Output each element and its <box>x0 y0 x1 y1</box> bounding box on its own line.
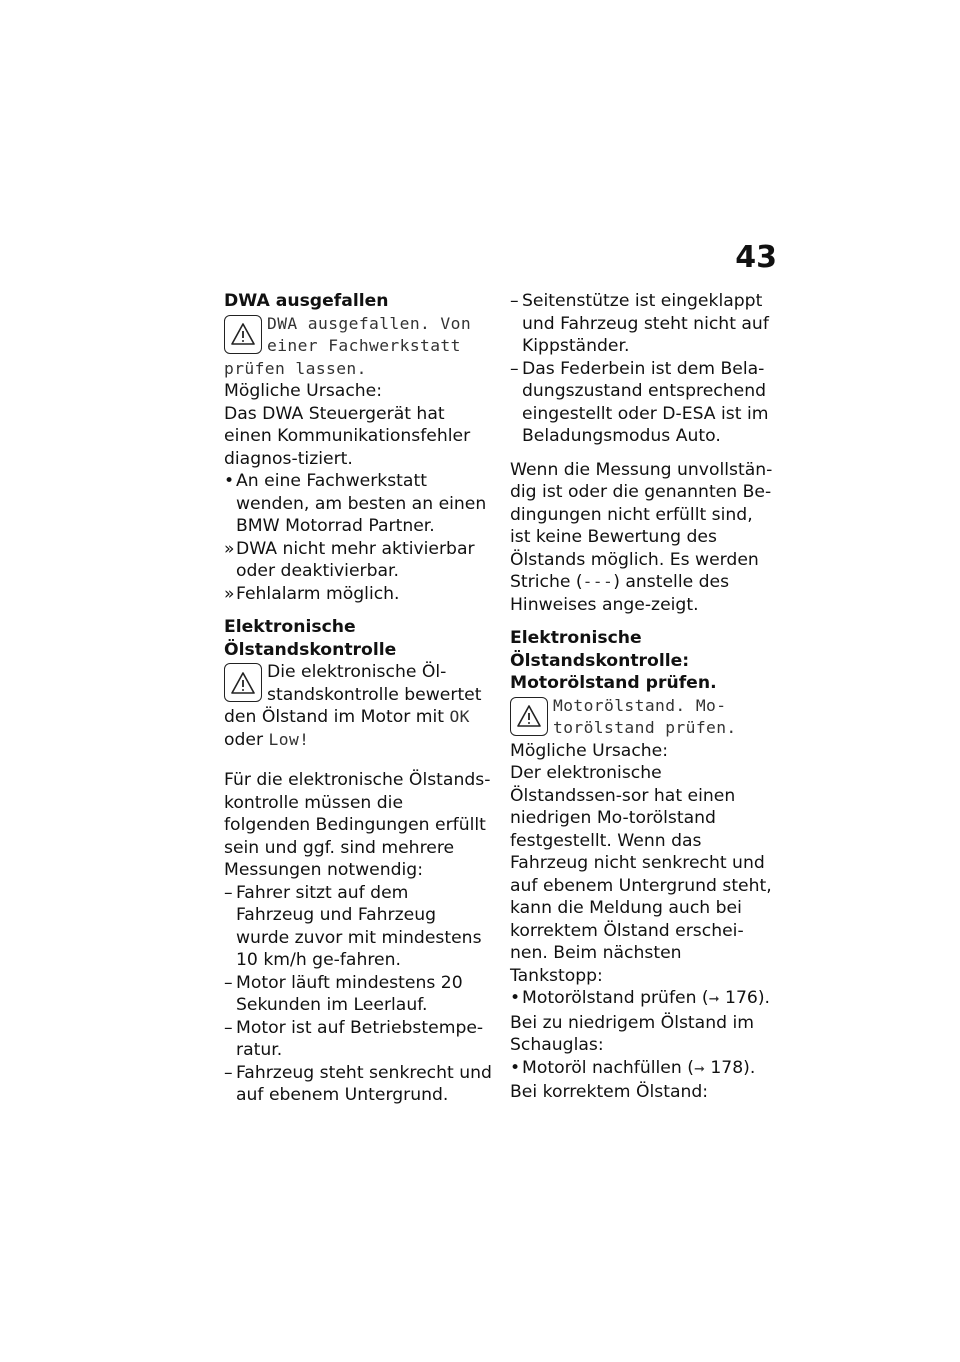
cause-label: Mögliche Ursache: <box>224 381 383 401</box>
page-number: 43 <box>735 240 777 275</box>
oil-message-line-2: torölstand prüfen. <box>553 718 737 737</box>
conditions-intro: Für die elektronische Ölstands-kontrolle müssen die folgenden Bedingungen erfüllt sein und ggf. sind mehrere Messungen notwendig: <box>224 770 491 880</box>
cause-text: Das DWA Steuergerät hat einen Kommunikationsfehler diagnos-tiziert. <box>224 403 471 469</box>
bullet-icon: • <box>224 471 235 491</box>
oil-warning-message <box>510 695 778 740</box>
warning-triangle-icon <box>510 697 548 736</box>
cause-label: Mögliche Ursache: <box>510 740 669 761</box>
warning-triangle-icon <box>224 663 262 702</box>
cause-text: Der elektronische Ölstandssen-sor hat einen niedrigen Mo-torölstand festgestellt. Wenn das Fahrzeug nicht senkrecht und auf ebenem Untergrund steht, kann die Meldung auch bei korrektem Ölstand erschei-nen. Beim nächsten Tankstopp: <box>510 763 772 986</box>
action-bullet: • An eine Fachwerkstatt wenden, am besten an einen BMW Motorrad Partner. <box>224 471 487 536</box>
result-icon: » <box>224 583 235 604</box>
dwa-message-line-2: einer Fachwerkstatt <box>267 336 461 355</box>
low-level-text: Bei zu niedrigem Ölstand im Schauglas: <box>510 1012 754 1055</box>
oil-info-line-3: den Ölstand im Motor mit OK <box>224 707 470 727</box>
right-column <box>510 290 778 1104</box>
dwa-warning-message <box>224 313 492 381</box>
condition-item: – Motor läuft mindestens 20 Sekunden im Leerlauf. <box>224 972 463 1015</box>
bullet-icon: • <box>510 1057 521 1078</box>
dwa-message-line-3: prüfen lassen. <box>224 358 367 378</box>
page-reference[interactable]: 178 <box>710 1057 744 1078</box>
dwa-message-line-1: DWA ausgefallen. Von <box>267 313 472 333</box>
action-bullet: • Motorölstand prüfen (➞ 176). <box>510 987 778 1012</box>
oil-info-block <box>224 661 492 751</box>
page-reference[interactable]: 176 <box>725 988 758 1008</box>
oil-info-line-4: oder Low! <box>224 729 310 750</box>
condition-item: – Motor ist auf Betriebstempe-ratur. <box>224 1017 484 1060</box>
result-item: » Fehlalarm möglich. <box>224 583 400 604</box>
result-item: » DWA nicht mehr aktivierbar oder deaktivierbar. <box>224 538 475 581</box>
oil-message-line-1: Motorölstand. Mo- <box>553 695 727 715</box>
warning-triangle-icon <box>224 315 262 354</box>
reference-arrow-icon: ➞ <box>708 992 720 1007</box>
condition-item: – Fahrer sitzt auf dem Fahrzeug und Fahrzeug wurde zuvor mit mindestens 10 km/h ge-fahren. <box>224 882 482 970</box>
condition-item: – Fahrzeug steht senkrecht und auf ebenem Untergrund. <box>224 1062 492 1105</box>
correct-level-text: Bei korrektem Ölstand: <box>510 1082 709 1102</box>
heading-check-oil-level: Elektronische Ölstandskontrolle: Motorölstand prüfen. <box>510 628 717 693</box>
status-ok: OK <box>449 707 470 726</box>
action-bullet: • Motoröl nachfüllen (➞ 178). <box>510 1057 778 1082</box>
condition-item: – Das Federbein ist dem Bela-dungszustand entsprechend eingestellt oder D-ESA ist im Beladungsmodus Auto. <box>510 358 769 446</box>
incomplete-measurement-text: Wenn die Messung unvollstän-dig ist oder die genannten Be-dingungen nicht erfüllt sind, ist keine Bewertung des Ölstands möglich. Es werden Striche (---) anstelle des Hinweises ange-zeigt. <box>510 459 773 615</box>
status-low: Low! <box>268 729 310 749</box>
oil-info-line-2: standskontrolle bewertet <box>267 684 482 705</box>
bullet-icon: • <box>510 988 521 1008</box>
result-icon: » <box>224 538 235 559</box>
heading-dwa-failed: DWA ausgefallen <box>224 291 389 311</box>
dashes-indicator: --- <box>582 572 614 591</box>
condition-item: – Seitenstütze ist eingeklappt und Fahrzeug steht nicht auf Kippständer. <box>510 291 769 356</box>
heading-oil-level-control: Elektronische Ölstandskontrolle <box>224 617 397 660</box>
reference-arrow-icon: ➞ <box>693 1061 705 1077</box>
left-column <box>224 290 492 1107</box>
oil-info-line-1: Die elektronische Öl- <box>267 662 447 682</box>
